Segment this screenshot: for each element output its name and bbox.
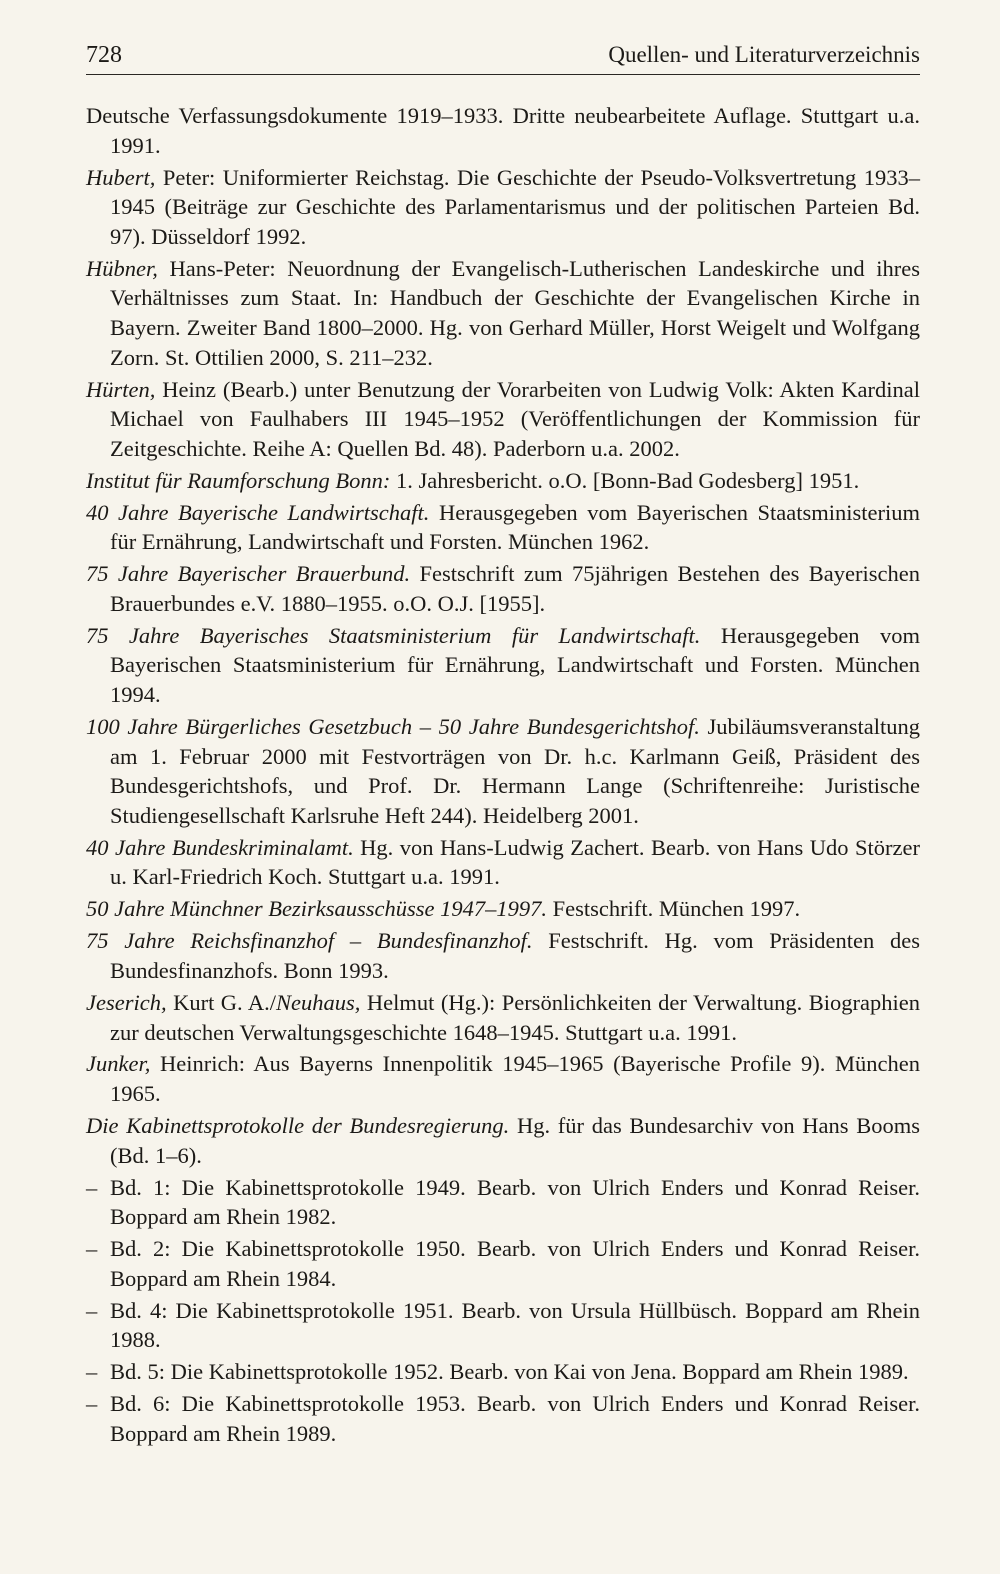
- subentry-text: Bd. 4: Die Kabinettsprotokolle 1951. Bearb. von Ursula Hüllbüsch. Boppard am Rhein 1988.: [110, 1297, 920, 1353]
- entry-text: 1. Jahresbericht. o.O. [Bonn-Bad Godesberg] 1951.: [390, 467, 860, 493]
- entry-title: 40 Jahre Bayerische Landwirtschaft.: [86, 499, 430, 525]
- dash-marker: –: [86, 1391, 98, 1417]
- entry-text: Kurt G. A./: [166, 989, 277, 1015]
- entry-text: Festschrift. München 1997.: [546, 896, 801, 922]
- entry-title: 100 Jahre Bürgerliches Gesetzbuch – 50 Jahre Bundesgerichtshof.: [86, 714, 700, 739]
- bibliography-entry: [86, 559, 920, 618]
- dash-marker: –: [86, 1359, 98, 1385]
- entry-author: Junker,: [86, 1051, 151, 1077]
- subentry-text: Bd. 2: Die Kabinettsprotokolle 1950. Bearb. von Ulrich Enders und Konrad Reiser. Boppard am Rhein 1984.: [110, 1236, 920, 1291]
- entry-text-second: Helmut (Hg.): Persönlichkeiten der Verwaltung. Biographien zur deutschen Verwaltungsgeschichte 1648–1945. Stuttgart u.a. 1991.: [110, 989, 920, 1045]
- bibliography-subentry: [86, 1389, 920, 1448]
- dash-marker: –: [86, 1297, 98, 1323]
- bibliography-entry: [86, 1049, 920, 1108]
- entry-text: Heinrich: Aus Bayerns Innenpolitik 1945–1965 (Bayerische Profile 9). München 1965.: [110, 1051, 920, 1107]
- entry-title: 75 Jahre Bayerisches Staatsministerium für Landwirtschaft.: [86, 622, 701, 648]
- entry-text: Festschrift zum 75jährigen Bestehen des Bayerischen Brauerbundes e.V. 1880–1955. o.O. O.J. [1955].: [110, 561, 920, 616]
- entry-text: Herausgegeben vom Bayerischen Staatsministerium für Ernährung, Landwirtschaft und Forsten. München 1994.: [110, 622, 920, 708]
- bibliography-entry: [86, 498, 920, 557]
- entry-title: 50 Jahre Münchner Bezirksausschüsse 1947–1997.: [86, 896, 547, 922]
- entry-text: Jubiläumsveranstaltung am 1. Februar 2000 mit Festvorträgen von Dr. h.c. Karlmann Geiß, Präsident des Bundesgerichtshofs, und Prof. Dr. Hermann Lange (Schriftenreihe: Juristische Studiengesellschaft Karlsruhe Heft 244). Heidelberg 2001.: [110, 714, 920, 828]
- entry-author-second: Neuhaus,: [276, 989, 361, 1015]
- page-header: [86, 40, 920, 75]
- bibliography-entry: [86, 894, 920, 924]
- bibliography-subentry: [86, 1173, 920, 1232]
- bibliography-entry: [86, 254, 920, 372]
- bibliography-entry: [86, 833, 920, 892]
- bibliography-subentry: [86, 1357, 920, 1387]
- page-number: 728: [86, 42, 122, 68]
- bibliography-entry: [86, 988, 920, 1047]
- dash-marker: –: [86, 1236, 98, 1262]
- bibliography-entry: [86, 375, 920, 464]
- bibliography-entry: [86, 101, 920, 160]
- bibliography-subentry: [86, 1296, 920, 1355]
- bibliography-subentry: [86, 1234, 920, 1293]
- running-head: Quellen- und Literaturverzeichnis: [608, 42, 920, 67]
- entry-text: Heinz (Bearb.) unter Benutzung der Vorarbeiten von Ludwig Volk: Akten Kardinal Michael von Faulhabers III 1945–1952 (Veröffentlichungen der Kommission für Zeitgeschichte. Reihe A: Quellen Bd. 48). Paderborn u.a. 2002.: [110, 376, 920, 461]
- entry-text: Herausgegeben vom Bayerischen Staatsministerium für Ernährung, Landwirtschaft und Forsten. München 1962.: [110, 499, 921, 555]
- entry-author: Hübner,: [86, 255, 158, 281]
- entry-author: Hubert,: [86, 164, 156, 190]
- bibliography-list: [86, 101, 920, 1451]
- entry-title: Die Kabinettsprotokolle der Bundesregierung.: [86, 1113, 510, 1139]
- bibliography-entry: [86, 1111, 920, 1170]
- subentry-text: Bd. 1: Die Kabinettsprotokolle 1949. Bearb. von Ulrich Enders und Konrad Reiser. Boppard am Rhein 1982.: [110, 1174, 920, 1230]
- entry-text: Festschrift. Hg. vom Präsidenten des Bundesfinanzhofs. Bonn 1993.: [110, 928, 920, 983]
- entry-author: Jeserich,: [86, 989, 167, 1015]
- bibliography-entry: [86, 712, 920, 830]
- entry-author: Hürten,: [86, 376, 156, 402]
- subentry-text: Bd. 6: Die Kabinettsprotokolle 1953. Bearb. von Ulrich Enders und Konrad Reiser. Boppard am Rhein 1989.: [110, 1391, 920, 1446]
- bibliography-entry: [86, 926, 920, 985]
- dash-marker: –: [86, 1174, 98, 1200]
- entry-author: Institut für Raumforschung Bonn:: [86, 467, 391, 493]
- bibliography-entry: [86, 163, 920, 252]
- subentry-text: Bd. 5: Die Kabinettsprotokolle 1952. Bearb. von Kai von Jena. Boppard am Rhein 1989.: [110, 1359, 909, 1385]
- entry-title: 75 Jahre Reichsfinanzhof – Bundesfinanzhof.: [86, 928, 533, 954]
- entry-text: Peter: Uniformierter Reichstag. Die Geschichte der Pseudo-Volksvertretung 1933–1945 (Beiträge zur Geschichte des Parlamentarismus und der politischen Parteien Bd. 97). Düsseldorf 1992.: [110, 164, 920, 249]
- entry-text: Hg. von Hans-Ludwig Zachert. Bearb. von Hans Udo Störzer u. Karl-Friedrich Koch. Stuttgart u.a. 1991.: [110, 834, 920, 890]
- bibliography-entry: [86, 621, 920, 710]
- bibliography-entry: [86, 466, 920, 496]
- entry-text: Hans-Peter: Neuordnung der Evangelisch-Lutherischen Landeskirche und ihres Verhältnisses zum Staat. In: Handbuch der Geschichte der Evangelischen Kirche in Bayern. Zweiter Band 1800–2000. Hg. von Gerhard Müller, Horst Weigelt und Wolfgang Zorn. St. Ottilien 2000, S. 211–232.: [110, 255, 920, 370]
- entry-title: 40 Jahre Bundeskriminalamt.: [86, 834, 354, 860]
- entry-text: Deutsche Verfassungsdokumente 1919–1933. Dritte neubearbeitete Auflage. Stuttgart u.a. 1991.: [86, 103, 920, 158]
- entry-text: Hg. für das Bundesarchiv von Hans Booms (Bd. 1–6).: [110, 1113, 920, 1168]
- entry-title: 75 Jahre Bayerischer Brauerbund.: [86, 561, 411, 587]
